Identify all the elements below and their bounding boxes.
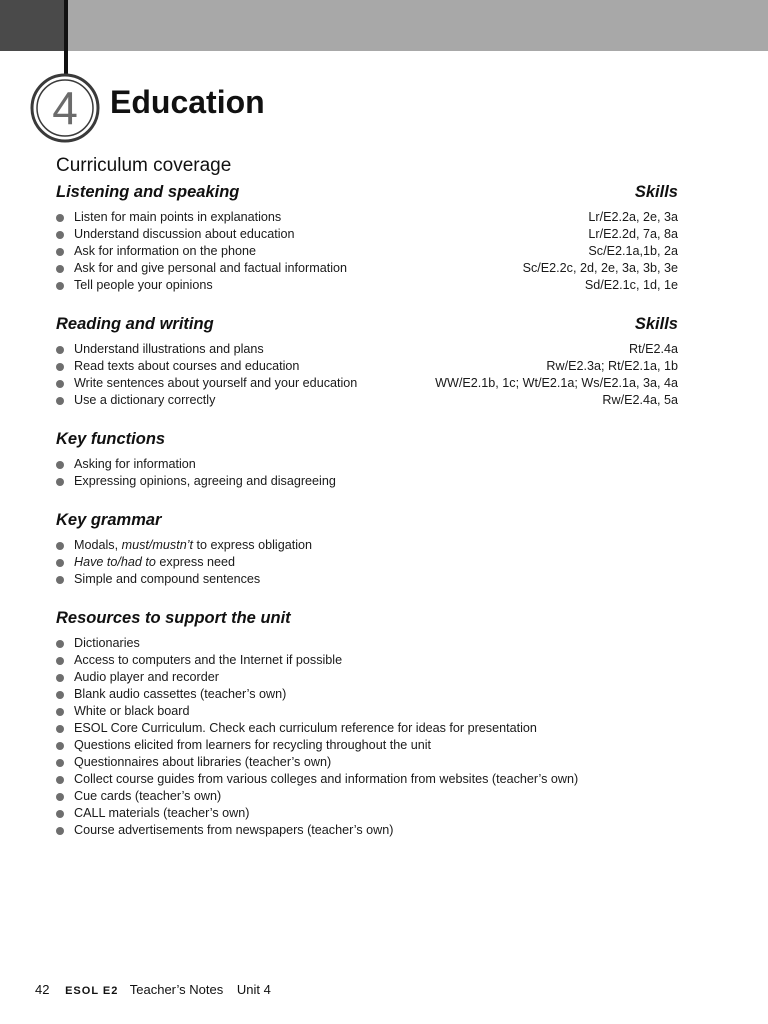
unit-title: Education [110, 84, 265, 120]
list-item [56, 226, 678, 243]
section-title: Resources to support the unit [56, 609, 291, 627]
item-text: Expressing opinions, agreeing and disagreeing [74, 474, 336, 488]
header-bar-light [64, 0, 768, 51]
resources-section [56, 609, 678, 839]
section-title: Key functions [56, 430, 166, 448]
listening-speaking-section [56, 183, 678, 294]
curriculum-coverage-heading: Curriculum coverage [56, 155, 232, 176]
section-title: Listening and speaking [56, 183, 240, 201]
listening-list [56, 209, 678, 294]
skill-code: Lr/E2.2a, 2e, 3a [588, 210, 678, 224]
list-item [56, 822, 678, 839]
list-item [56, 260, 678, 277]
item-text-plain: Simple and compound sentences [74, 572, 261, 586]
header-divider-line [64, 0, 68, 76]
item-text: Tell people your opinions [74, 278, 213, 292]
page-footer [35, 982, 271, 997]
list-item [56, 209, 678, 226]
item-text: Understand illustrations and plans [74, 342, 264, 356]
list-item [56, 754, 678, 771]
list-item [56, 392, 678, 409]
main-content [56, 155, 678, 839]
list-item [56, 788, 678, 805]
list-item [56, 473, 678, 490]
list-item [56, 686, 678, 703]
item-text: Cue cards (teacher’s own) [74, 789, 222, 803]
book-name: Teacher’s Notes [129, 982, 224, 997]
item-text: Audio player and recorder [74, 670, 219, 684]
list-item [56, 669, 678, 686]
list-item [56, 456, 678, 473]
item-text: White or black board [74, 704, 190, 718]
list-item [56, 554, 678, 571]
item-text: Questionnaires about libraries (teacher’s own) [74, 755, 332, 769]
reading-list [56, 341, 678, 409]
list-item [56, 771, 678, 788]
item-text [74, 554, 235, 571]
series-name: ESOL E2 [65, 985, 119, 997]
page-number: 42 [35, 982, 50, 997]
list-item [56, 375, 678, 392]
section-title: Key grammar [56, 511, 162, 529]
list-item [56, 341, 678, 358]
item-text: ESOL Core Curriculum. Check each curriculum reference for ideas for presentation [74, 721, 537, 735]
reading-writing-section [56, 315, 678, 409]
skill-code: Rw/E2.3a; Rt/E2.1a, 1b [546, 359, 678, 373]
list-item [56, 243, 678, 260]
item-text: Collect course guides from various colleges and information from websites (teacher’s own) [74, 772, 579, 786]
item-text-plain: express need [155, 555, 236, 569]
skills-label: Skills [634, 315, 678, 333]
unit-number: 4 [52, 82, 78, 134]
list-item [56, 652, 678, 669]
item-text: Asking for information [74, 457, 196, 471]
item-text: Listen for main points in explanations [74, 210, 282, 224]
item-text: Write sentences about yourself and your education [74, 376, 358, 390]
list-item [56, 635, 678, 652]
item-text: Use a dictionary correctly [74, 393, 216, 407]
item-text: Blank audio cassettes (teacher’s own) [74, 687, 287, 701]
list-item [56, 703, 678, 720]
skill-code: Sd/E2.1c, 1d, 1e [584, 278, 678, 292]
key-grammar-list [56, 537, 678, 588]
skill-code: WW/E2.1b, 1c; Wt/E2.1a; Ws/E2.1a, 3a, 4a [435, 376, 678, 390]
item-text: Dictionaries [74, 636, 140, 650]
item-text: Understand discussion about education [74, 227, 295, 241]
item-text [74, 571, 260, 588]
unit-number-badge [30, 73, 100, 143]
item-text: Read texts about courses and education [74, 359, 300, 373]
skill-code: Rw/E2.4a, 5a [602, 393, 678, 407]
skill-code: Rt/E2.4a [628, 342, 678, 356]
key-functions-list [56, 456, 678, 490]
skills-label: Skills [634, 183, 678, 201]
item-text: Course advertisements from newspapers (teacher’s own) [74, 823, 394, 837]
header-bar-dark [0, 0, 64, 51]
key-functions-section [56, 430, 678, 490]
item-text-italic: Have to/had to [74, 555, 156, 569]
item-text-italic: must/mustn’t [121, 538, 193, 552]
item-text-plain: to express obligation [193, 538, 313, 552]
list-item [56, 358, 678, 375]
list-item [56, 277, 678, 294]
list-item [56, 571, 678, 588]
item-text: Access to computers and the Internet if possible [74, 653, 343, 667]
resources-list [56, 635, 678, 839]
item-text: Ask for and give personal and factual information [74, 261, 348, 275]
list-item [56, 737, 678, 754]
item-text: Questions elicited from learners for recycling throughout the unit [74, 738, 432, 752]
skill-code: Sc/E2.1a,1b, 2a [588, 244, 678, 258]
skill-code: Sc/E2.2c, 2d, 2e, 3a, 3b, 3e [522, 261, 678, 275]
list-item [56, 805, 678, 822]
item-text [74, 537, 312, 554]
section-title: Reading and writing [56, 315, 214, 333]
key-grammar-section [56, 511, 678, 588]
list-item [56, 720, 678, 737]
list-item [56, 537, 678, 554]
item-text-plain: Modals, [74, 538, 122, 552]
item-text: CALL materials (teacher’s own) [74, 806, 250, 820]
item-text: Ask for information on the phone [74, 244, 257, 258]
skill-code: Lr/E2.2d, 7a, 8a [588, 227, 678, 241]
unit-reference: Unit 4 [236, 982, 271, 997]
